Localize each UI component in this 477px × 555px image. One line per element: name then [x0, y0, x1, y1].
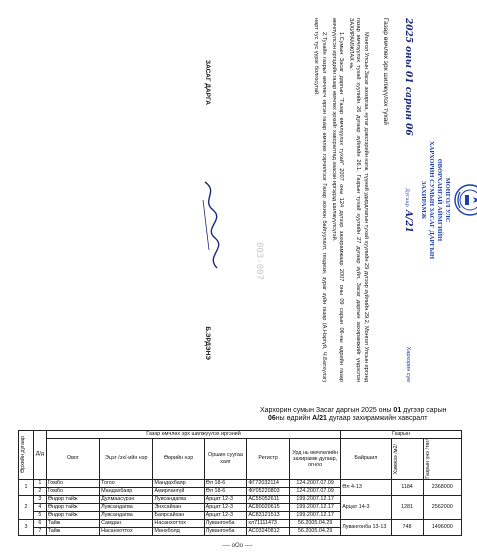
cell-father: Насанхоттох [100, 527, 153, 535]
annex-table [18, 430, 462, 536]
annex-title-line-2 [260, 415, 446, 423]
header-name: Өөрийн нэр [153, 439, 204, 480]
header-register: Регистр [247, 439, 290, 480]
header-price [423, 439, 461, 480]
cell-cert: 199.2007.12.17 [289, 503, 340, 511]
footer-ornament: ---- оОо ---- [222, 543, 253, 549]
cell-father: Лувсандагва [100, 511, 153, 519]
cell-name: Мандахбаяр [153, 479, 204, 487]
header-owner-group: Газар өмчлөх эрх шилжүүлэх иргэний [46, 431, 340, 439]
cell-surname: Тайж [46, 519, 99, 527]
header-line-3: ХАРХОРИН СУМЫН ЗАСАГ ДАРГЫН [428, 140, 435, 260]
signatory-role: ЗАСАГ ДАРГА [204, 60, 211, 105]
cell-father: Самдан [100, 519, 153, 527]
cell-no: 6 [33, 519, 46, 527]
cell-area: 748 [391, 519, 423, 535]
cell-name: Амирлангүй [153, 487, 204, 495]
cell-address: Лувангонба [204, 527, 247, 535]
cell-address: Арцат 12-3 [204, 503, 247, 511]
cell-surname: Өндөр тайж [46, 503, 99, 511]
cell-location: Лувангонба 13-13 [341, 519, 391, 535]
annex-title-text-2c: дугаар захирамжийн хавсралт [328, 415, 428, 422]
cell-register: АС55052611 [247, 495, 290, 503]
decree-rotated-content [3, 0, 473, 400]
cell-address: Арцат 12-3 [204, 511, 247, 519]
cell-address: Өл 18-6 [204, 487, 247, 495]
header-no: Д/д [33, 431, 46, 480]
decree-number [403, 188, 413, 233]
header-area-text: Хэмжээ /м2/ [392, 443, 399, 475]
header-land-group: Газрын [341, 431, 462, 439]
cell-area: 1281 [391, 495, 423, 519]
annex-title-text-2b: ны өдрийн [275, 415, 311, 422]
cell-location: Өл 4-13 [341, 479, 391, 495]
header-household-text: Өрхийн дугаар [20, 436, 26, 474]
cell-father: Лувсандагва [100, 503, 153, 511]
table-row [19, 479, 462, 487]
table-row [19, 519, 462, 527]
body-paragraph-1: Монгол Улсын Засаг захиргаа, нутаг дэвсгэрийн нэгж, түүний удирдлагын тухай хуулийн 29 дүгээр зүйлийн 29.2, Монгол Улсын иргэнд газар өмчлүүлэх тухай хуулийн 26 дугаар зүйлийн 26.1, Газрын тухай хуулийн 27 дугаар зүйл, Засаг даргын захирамжийг үндэслэн ЗАХИРАМЖЛАХ нь: [347, 18, 369, 382]
cell-surname: Гомбо [46, 487, 99, 495]
cell-address: Арцат 12-3 [204, 495, 247, 503]
cell-surname: Гомбо [46, 479, 99, 487]
annex-day: 06 [268, 415, 276, 422]
cell-location: Арцат 14-3 [341, 495, 391, 519]
cell-price: 1496000 [423, 519, 461, 535]
cell-cert: 124.2007.07.09 [289, 487, 340, 495]
body-paragraph-3: 2.Тухайн газрыг өмчлөгч иргэн газар өмчлөх гэрчилгээг Газар зохион байгуулалт, геодези, зураг зүйн газар (А.Нэргүй, Ч.Батхүлэг) нарт тус тус үүрэг болгосугай. [313, 18, 328, 382]
cell-no: 3 [33, 495, 46, 503]
cell-name: Лувсандагва [153, 495, 204, 503]
cell-register: АС83121513 [247, 511, 290, 519]
annex-order-number: A/21 [312, 415, 327, 422]
cell-name: Баярсайхан [153, 511, 204, 519]
annex-title-line-1 [260, 407, 446, 415]
cell-cert: 56.2005.04.29 [289, 519, 340, 527]
header-line-1: МОНГОЛ УЛС [444, 177, 451, 223]
state-emblem-icon [453, 183, 477, 217]
cell-register: хл71111473 [247, 519, 290, 527]
signatory-name: Б.ЭРДЭНЭ [204, 326, 211, 360]
cell-household: 3 [19, 519, 34, 535]
annex-title-text-1: Хархорин сумын Засаг даргын 2025 оны [260, 407, 392, 414]
number-label: Дугаар [404, 188, 410, 207]
decree-subject: Газар өмчлөх эрх шилжүүлэх тухай [382, 18, 389, 125]
cell-area: 1184 [391, 479, 423, 495]
cell-household: 2 [19, 495, 34, 519]
header-price-text: Газрын үнэ /төг/ [424, 439, 431, 479]
decree-meta [399, 18, 413, 382]
cell-name: Насанхоттох [153, 519, 204, 527]
decree-city: Хархорин сум [405, 346, 411, 382]
handwritten-signature-icon [199, 180, 221, 270]
header-father: Эцэг /эх/-ийн нэр [100, 439, 153, 480]
annex-title [260, 407, 446, 423]
cell-register: ФГ72032114 [247, 479, 290, 487]
cell-name: Энхсайхан [153, 503, 204, 511]
cell-address: Өл 18-6 [204, 479, 247, 487]
cell-cert: 199.2007.12.17 [289, 511, 340, 519]
decree-date: 2025 оны 01 сарын 06 [403, 18, 413, 136]
faint-stamp: 003-007 [253, 242, 264, 280]
cell-price: 2562000 [423, 495, 461, 519]
cell-cert: 56.2005.04.29 [289, 527, 340, 535]
annex-title-text-1b: дүгээр сарын [403, 407, 447, 414]
header-line-4: ЗАХИРАМЖ [420, 180, 427, 220]
cell-no: 5 [33, 511, 46, 519]
cell-cert: 124.2007.07.09 [289, 479, 340, 487]
cell-address: Лувангонба [204, 519, 247, 527]
cell-father: Мандахбаяр [100, 487, 153, 495]
cell-price: 2368000 [423, 479, 461, 495]
cell-no: 7 [33, 527, 46, 535]
cell-no: 4 [33, 503, 46, 511]
cell-register: АС80020615 [247, 503, 290, 511]
cell-father: Дулмаасүрэн [100, 495, 153, 503]
decree-body [310, 18, 369, 382]
cell-surname: Өндөр тайж [46, 511, 99, 519]
header-area [391, 439, 423, 480]
cell-surname: Тайж [46, 527, 99, 535]
annex-month: 01 [393, 407, 402, 414]
cell-name: Мөнхболд [153, 527, 204, 535]
cell-no: 2 [33, 487, 46, 495]
cell-register: ФУ05220803 [247, 487, 290, 495]
cell-no: 1 [33, 479, 46, 487]
cell-cert: 199.2007.12.17 [289, 495, 340, 503]
table-row [19, 495, 462, 503]
table-body [19, 479, 462, 535]
header-cert: Урд нь өмчлөлийн захирамж дугаар, огноо [289, 439, 340, 480]
decree-header [419, 90, 451, 310]
cell-register: АС03240812 [247, 527, 290, 535]
header-surname: Овог [46, 439, 99, 480]
cell-father: Тогоо [100, 479, 153, 487]
header-address: Оршин суугаа хаяг [204, 439, 247, 480]
cell-surname: Өндөр тайж [46, 495, 99, 503]
number-value: A/21 [403, 209, 413, 233]
header-line-2: ӨВӨРХАНГАЙ АЙМГИЙН [436, 158, 443, 242]
cell-household: 1 [19, 479, 34, 495]
header-household [19, 431, 34, 480]
header-location: Байршил [341, 439, 391, 480]
body-paragraph-2: 1.Сумын Засаг даргын "Газар өмчлүүлэх тухай" 2007 оны 124 дүгээр захирамжаар 2007 оны 09 сарын 06-ны өдрийн газар өмчлүүлсэн иргэдийн газар өмчлөх эрхийг хавсралтад заасан иргэдэд шилжүүлсүгэй. [330, 18, 345, 382]
